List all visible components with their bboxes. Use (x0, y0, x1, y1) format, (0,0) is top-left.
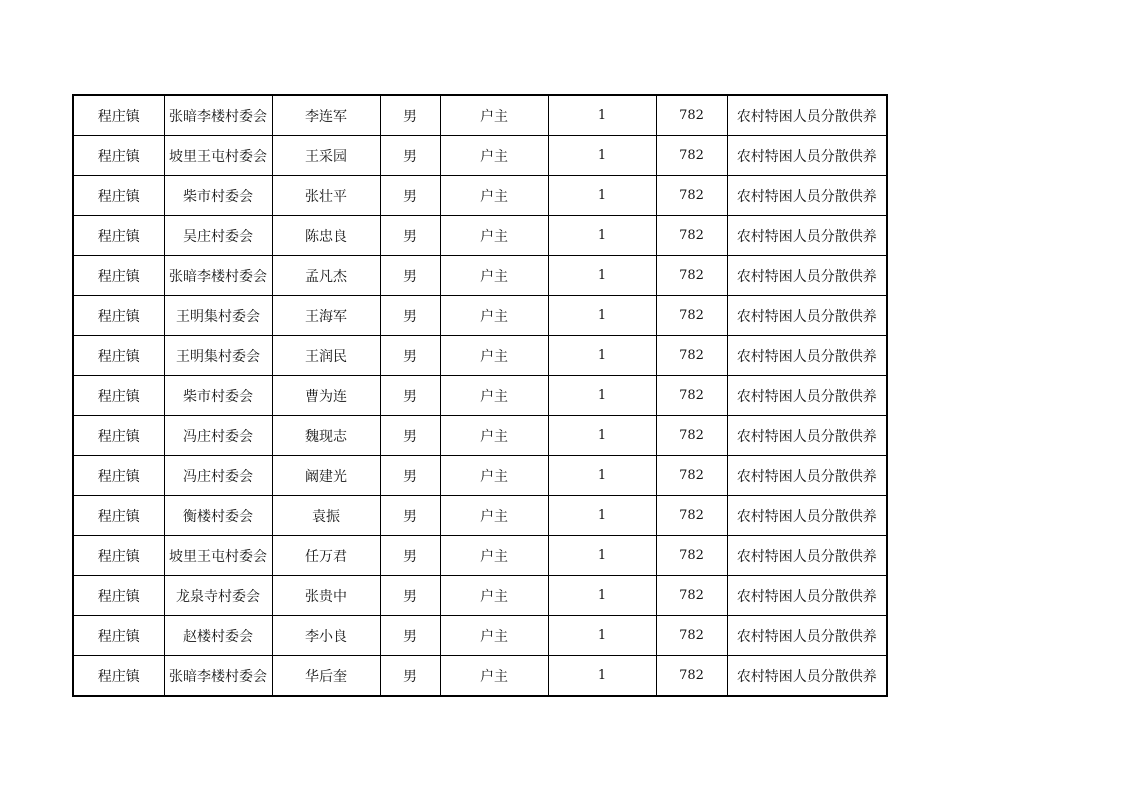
town-cell: 程庄镇 (73, 456, 164, 496)
amount-cell: 782 (656, 536, 727, 576)
village-cell: 张暗李楼村委会 (164, 95, 272, 136)
household-count-cell: 1 (548, 136, 656, 176)
table-row (73, 456, 887, 496)
household-count-cell: 1 (548, 496, 656, 536)
table-row (73, 216, 887, 256)
name-cell: 李连军 (272, 95, 380, 136)
relation-cell: 户主 (440, 576, 548, 616)
town-cell: 程庄镇 (73, 216, 164, 256)
name-cell: 任万君 (272, 536, 380, 576)
category-cell: 农村特困人员分散供养 (727, 496, 887, 536)
table-body (73, 95, 887, 696)
relation-cell: 户主 (440, 456, 548, 496)
gender-cell: 男 (380, 376, 440, 416)
relation-cell: 户主 (440, 296, 548, 336)
village-cell: 柴市村委会 (164, 176, 272, 216)
amount-cell: 782 (656, 416, 727, 456)
town-cell: 程庄镇 (73, 416, 164, 456)
gender-cell: 男 (380, 256, 440, 296)
town-cell: 程庄镇 (73, 296, 164, 336)
town-cell: 程庄镇 (73, 95, 164, 136)
gender-cell: 男 (380, 536, 440, 576)
name-cell: 曹为连 (272, 376, 380, 416)
name-cell: 张壮平 (272, 176, 380, 216)
gender-cell: 男 (380, 496, 440, 536)
category-cell: 农村特困人员分散供养 (727, 216, 887, 256)
household-count-cell: 1 (548, 336, 656, 376)
gender-cell: 男 (380, 416, 440, 456)
category-cell: 农村特困人员分散供养 (727, 616, 887, 656)
relation-cell: 户主 (440, 656, 548, 697)
name-cell: 魏现志 (272, 416, 380, 456)
amount-cell: 782 (656, 496, 727, 536)
town-cell: 程庄镇 (73, 576, 164, 616)
town-cell: 程庄镇 (73, 616, 164, 656)
relation-cell: 户主 (440, 176, 548, 216)
household-count-cell: 1 (548, 296, 656, 336)
town-cell: 程庄镇 (73, 376, 164, 416)
table-row (73, 616, 887, 656)
town-cell: 程庄镇 (73, 136, 164, 176)
amount-cell: 782 (656, 656, 727, 697)
household-count-cell: 1 (548, 656, 656, 697)
name-cell: 王润民 (272, 336, 380, 376)
category-cell: 农村特困人员分散供养 (727, 416, 887, 456)
name-cell: 阚建光 (272, 456, 380, 496)
name-cell: 陈忠良 (272, 216, 380, 256)
household-count-cell: 1 (548, 256, 656, 296)
category-cell: 农村特困人员分散供养 (727, 656, 887, 697)
relation-cell: 户主 (440, 376, 548, 416)
relation-cell: 户主 (440, 136, 548, 176)
category-cell: 农村特困人员分散供养 (727, 376, 887, 416)
table-row (73, 376, 887, 416)
table-row (73, 95, 887, 136)
category-cell: 农村特困人员分散供养 (727, 176, 887, 216)
household-count-cell: 1 (548, 616, 656, 656)
relation-cell: 户主 (440, 616, 548, 656)
relation-cell: 户主 (440, 536, 548, 576)
relation-cell: 户主 (440, 256, 548, 296)
household-count-cell: 1 (548, 176, 656, 216)
gender-cell: 男 (380, 456, 440, 496)
amount-cell: 782 (656, 136, 727, 176)
village-cell: 衡楼村委会 (164, 496, 272, 536)
household-count-cell: 1 (548, 536, 656, 576)
gender-cell: 男 (380, 136, 440, 176)
category-cell: 农村特困人员分散供养 (727, 576, 887, 616)
table-row (73, 256, 887, 296)
village-cell: 龙泉寺村委会 (164, 576, 272, 616)
village-cell: 柴市村委会 (164, 376, 272, 416)
name-cell: 李小良 (272, 616, 380, 656)
category-cell: 农村特困人员分散供养 (727, 296, 887, 336)
category-cell: 农村特困人员分散供养 (727, 336, 887, 376)
table-row (73, 656, 887, 697)
relation-cell: 户主 (440, 95, 548, 136)
table-row (73, 496, 887, 536)
category-cell: 农村特困人员分散供养 (727, 456, 887, 496)
relation-cell: 户主 (440, 216, 548, 256)
name-cell: 王采园 (272, 136, 380, 176)
household-count-cell: 1 (548, 376, 656, 416)
relation-cell: 户主 (440, 336, 548, 376)
household-count-cell: 1 (548, 456, 656, 496)
name-cell: 孟凡杰 (272, 256, 380, 296)
relation-cell: 户主 (440, 496, 548, 536)
village-cell: 吴庄村委会 (164, 216, 272, 256)
village-cell: 张暗李楼村委会 (164, 656, 272, 697)
category-cell: 农村特困人员分散供养 (727, 136, 887, 176)
table-row (73, 136, 887, 176)
town-cell: 程庄镇 (73, 256, 164, 296)
relief-recipients-table (72, 94, 888, 697)
town-cell: 程庄镇 (73, 336, 164, 376)
village-cell: 张暗李楼村委会 (164, 256, 272, 296)
amount-cell: 782 (656, 376, 727, 416)
village-cell: 冯庄村委会 (164, 456, 272, 496)
table-row (73, 176, 887, 216)
name-cell: 张贵中 (272, 576, 380, 616)
name-cell: 华后奎 (272, 656, 380, 697)
household-count-cell: 1 (548, 576, 656, 616)
amount-cell: 782 (656, 95, 727, 136)
gender-cell: 男 (380, 95, 440, 136)
gender-cell: 男 (380, 336, 440, 376)
amount-cell: 782 (656, 256, 727, 296)
gender-cell: 男 (380, 576, 440, 616)
table-row (73, 576, 887, 616)
amount-cell: 782 (656, 336, 727, 376)
name-cell: 袁振 (272, 496, 380, 536)
amount-cell: 782 (656, 576, 727, 616)
gender-cell: 男 (380, 616, 440, 656)
amount-cell: 782 (656, 616, 727, 656)
relation-cell: 户主 (440, 416, 548, 456)
town-cell: 程庄镇 (73, 176, 164, 216)
gender-cell: 男 (380, 176, 440, 216)
household-count-cell: 1 (548, 216, 656, 256)
category-cell: 农村特困人员分散供养 (727, 536, 887, 576)
village-cell: 王明集村委会 (164, 296, 272, 336)
amount-cell: 782 (656, 296, 727, 336)
category-cell: 农村特困人员分散供养 (727, 256, 887, 296)
gender-cell: 男 (380, 656, 440, 697)
village-cell: 冯庄村委会 (164, 416, 272, 456)
household-count-cell: 1 (548, 416, 656, 456)
amount-cell: 782 (656, 456, 727, 496)
amount-cell: 782 (656, 216, 727, 256)
gender-cell: 男 (380, 216, 440, 256)
table-row (73, 336, 887, 376)
table-row (73, 296, 887, 336)
table-row (73, 536, 887, 576)
gender-cell: 男 (380, 296, 440, 336)
town-cell: 程庄镇 (73, 536, 164, 576)
village-cell: 赵楼村委会 (164, 616, 272, 656)
village-cell: 坡里王屯村委会 (164, 536, 272, 576)
name-cell: 王海军 (272, 296, 380, 336)
table-row (73, 416, 887, 456)
village-cell: 坡里王屯村委会 (164, 136, 272, 176)
town-cell: 程庄镇 (73, 656, 164, 697)
village-cell: 王明集村委会 (164, 336, 272, 376)
household-count-cell: 1 (548, 95, 656, 136)
town-cell: 程庄镇 (73, 496, 164, 536)
category-cell: 农村特困人员分散供养 (727, 95, 887, 136)
amount-cell: 782 (656, 176, 727, 216)
